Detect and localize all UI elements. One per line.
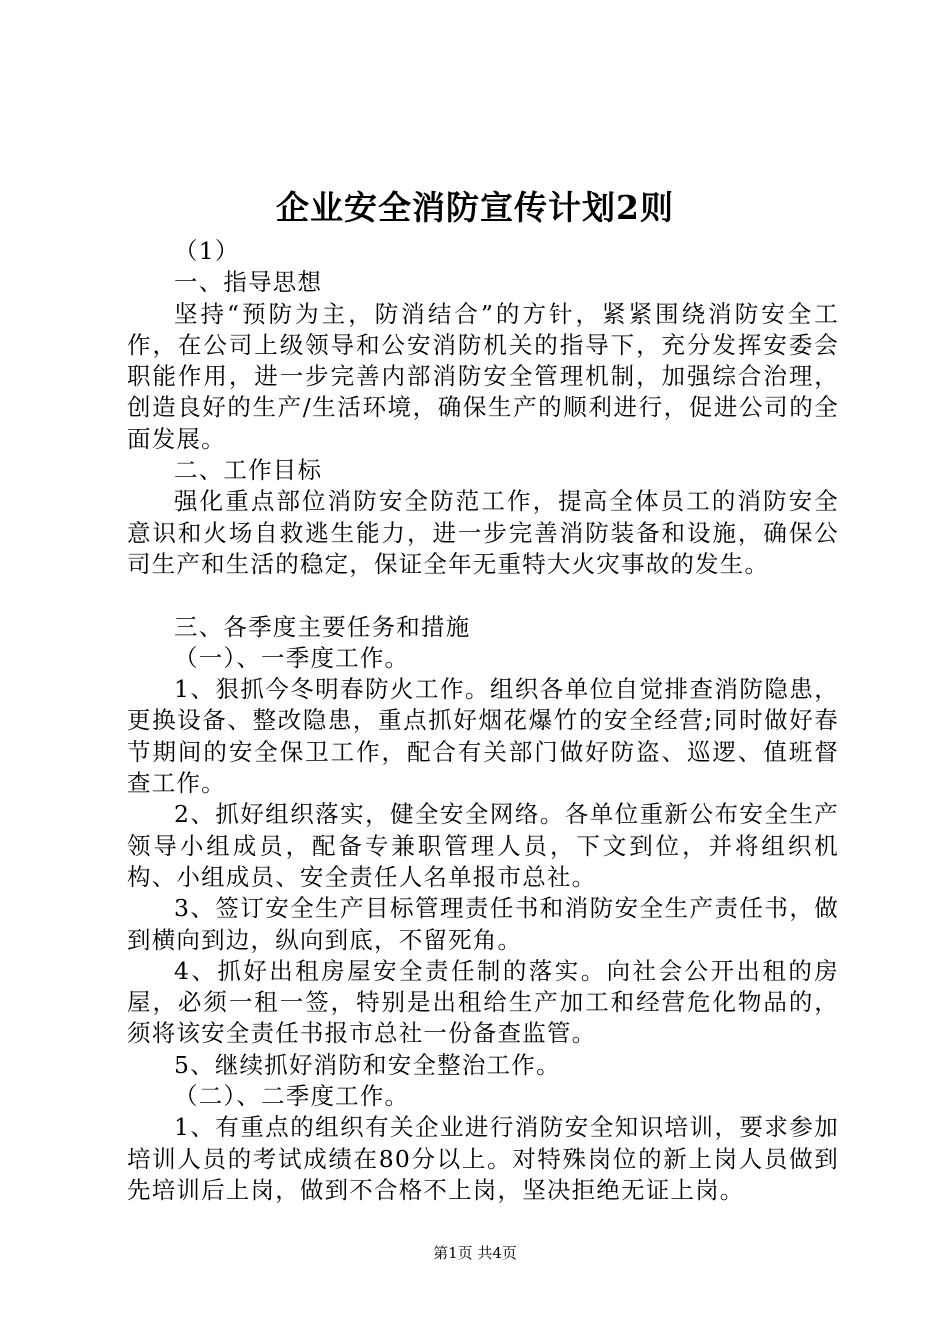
paragraph-q1-item-2: 2、抓好组织落实，健全安全网络。各单位重新公布安全生产领导小组成员，配备专兼职管理人员，下文到位，并将组织机构、小组成员、安全责任人名单报市总社。 (127, 800, 839, 891)
heading-q2: （二）、二季度工作。 (174, 1082, 410, 1111)
paragraph-q1-item-1: 1、狠抓今冬明春防火工作。组织各单位自觉排查消防隐患，更换设备、整改隐患，重点抓好烟花爆竹的安全经营;同时做好春节期间的安全保卫工作，配合有关部门做好防盗、巡逻、值班督查工作。 (127, 675, 839, 798)
paragraph-work-goals: 强化重点部位消防安全防范工作，提高全体员工的消防安全意识和火场自救逃生能力，进一步完善消防装备和设施，确保公司生产和生活的稳定，保证全年无重特大火灾事故的发生。 (127, 487, 839, 578)
heading-quarterly-tasks: 三、各季度主要任务和措施 (174, 612, 471, 641)
document-title: 企业安全消防宣传计划2则 (276, 188, 674, 227)
heading-work-goals: 二、工作目标 (174, 456, 323, 485)
paragraph-q2-item-1: 1、有重点的组织有关企业进行消防安全知识培训，要求参加培训人员的考试成绩在80分以上。对特殊岗位的新上岗人员做到先培训后上岗，做到不合格不上岗，坚决拒绝无证上岗。 (127, 1113, 839, 1204)
blank-line (127, 580, 839, 611)
paragraph-q1-item-4: 4、抓好出租房屋安全责任制的落实。向社会公开出租的房屋，必须一租一签，特别是出租给生产加工和经营危化物品的，须将该安全责任书报市总社一份备查监管。 (127, 956, 839, 1048)
document-body (127, 236, 839, 1206)
paragraph-q1-item-3: 3、签订安全生产目标管理责任书和消防安全生产责任书，做到横向到边，纵向到底，不留死角。 (127, 894, 839, 954)
paragraph-guiding-ideology: 坚持“预防为主，防消结合”的方针，紧紧围绕消防安全工作，在公司上级领导和公安消防机关的指导下，充分发挥安委会职能作用，进一步完善内部消防安全管理机制，加强综合治理，创造良好的生产/生活环境，确保生产的顺利进行，促进公司的全面发展。 (127, 299, 839, 453)
heading-q1: （一）、一季度工作。 (174, 643, 410, 672)
paragraph-q1-item-5: 5、继续抓好消防和安全整治工作。 (174, 1050, 561, 1079)
section-number: （1） (174, 237, 240, 265)
heading-guiding-ideology: 一、指导思想 (174, 268, 323, 297)
page-footer: 第1页 共4页 (433, 1244, 517, 1262)
